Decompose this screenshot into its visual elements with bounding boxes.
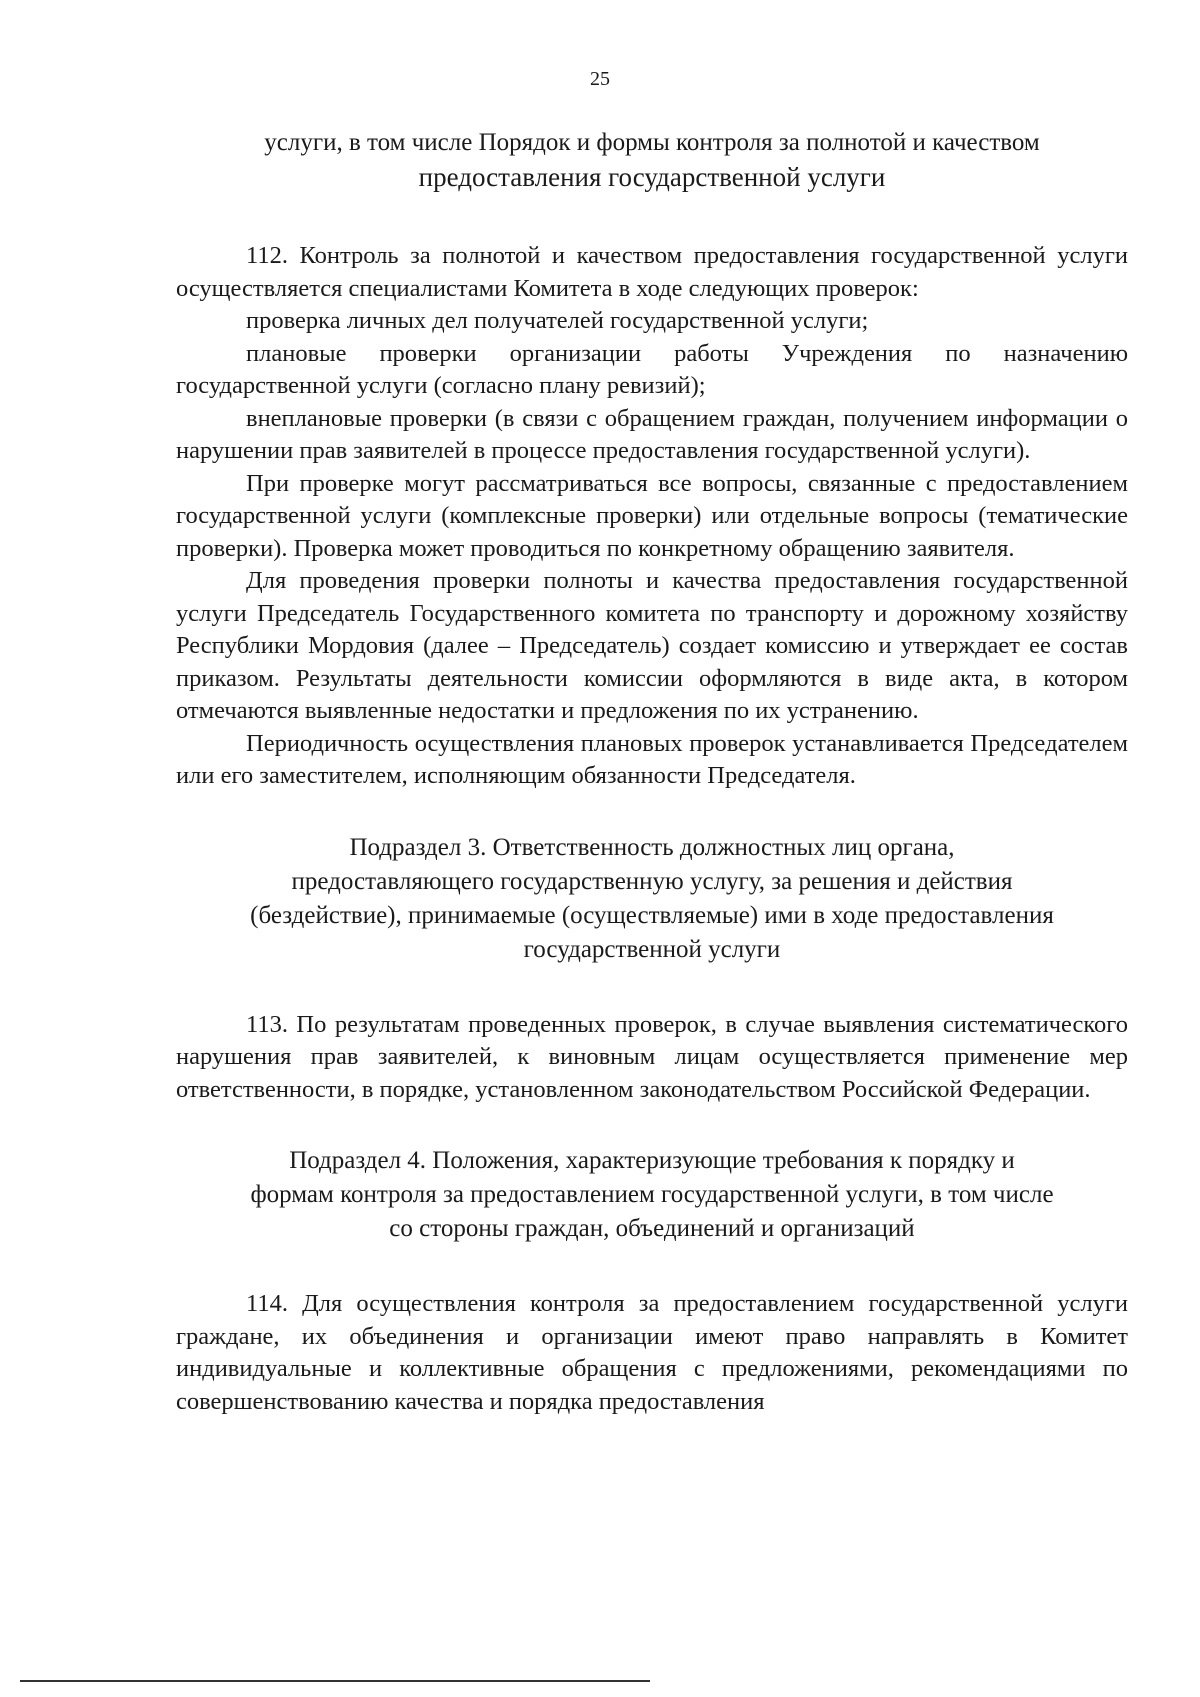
- document-body: [176, 126, 1128, 1418]
- section-heading-continued: [176, 126, 1128, 194]
- bottom-rule: [20, 1680, 650, 1682]
- list-item-unplanned-checks: внеплановые проверки (в связи с обращением граждан, получением информации о нарушении прав заявителей в процессе предоставления государственной услуги).: [176, 404, 1128, 464]
- paragraph-112: 112. Контроль за полнотой и качеством предоставления государственной услуги осуществляется специалистами Комитета в ходе следующих проверок:: [176, 242, 1128, 302]
- paragraph-check-scope: При проверке могут рассматриваться все вопросы, связанные с предоставлением государственной услуги (комплексные проверки) или отдельные вопросы (тематические проверки). Проверка может проводиться по конкретному обращению заявителя.: [176, 469, 1128, 562]
- heading-line: формам контроля за предоставлением государственной услуги, в том числе: [250, 1181, 1054, 1208]
- heading-line: со стороны граждан, объединений и организаций: [389, 1215, 915, 1242]
- paragraph-114: 114. Для осуществления контроля за предоставлением государственной услуги граждане, их объединения и организации имеют право направлять в Комитет индивидуальные и коллективные обращения с предложениями, рекомендациями по совершенствованию качества и порядка предоставления: [176, 1290, 1128, 1415]
- heading-line: Подраздел 3. Ответственность должностных лиц органа,: [349, 833, 955, 861]
- subsection-4-heading: [176, 1144, 1128, 1246]
- list-item-planned-checks: плановые проверки организации работы Учреждения по назначению государственной услуги (согласно плану ревизий);: [176, 339, 1128, 399]
- heading-line: Подраздел 4. Положения, характеризующие требования к порядку и: [289, 1147, 1015, 1174]
- subsection-3-heading: [176, 831, 1128, 967]
- list-item-check-personal-files: проверка личных дел получателей государственной услуги;: [246, 307, 869, 334]
- heading-line: государственной услуги: [523, 935, 781, 963]
- paragraph-commission: Для проведения проверки полноты и качества предоставления государственной услуги Председатель Государственного комитета по транспорту и дорожному хозяйству Республики Мордовия (далее – Председатель) создает комиссию и утверждает ее состав приказом. Результаты деятельности комиссии оформляются в виде акта, в котором отмечаются выявленные недостатки и предложения по их устранению.: [176, 567, 1128, 724]
- heading-line: (бездействие), принимаемые (осуществляемые) ими в ходе предоставления: [250, 901, 1054, 929]
- heading-line: предоставления государственной услуги: [418, 162, 886, 192]
- heading-line: услуги, в том числе Порядок и формы контроля за полнотой и качеством: [264, 129, 1040, 156]
- paragraph-periodicity: Периодичность осуществления плановых проверок устанавливается Председателем или его заместителем, исполняющим обязанности Председателя.: [176, 729, 1128, 789]
- heading-line: предоставляющего государственную услугу, за решения и действия: [291, 867, 1013, 895]
- paragraph-113: 113. По результатам проведенных проверок, в случае выявления систематического нарушения прав заявителей, к виновным лицам осуществляется применение мер ответственности, в порядке, установленном законодательством Российской Федерации.: [176, 1010, 1128, 1103]
- page-number: 25: [590, 68, 610, 90]
